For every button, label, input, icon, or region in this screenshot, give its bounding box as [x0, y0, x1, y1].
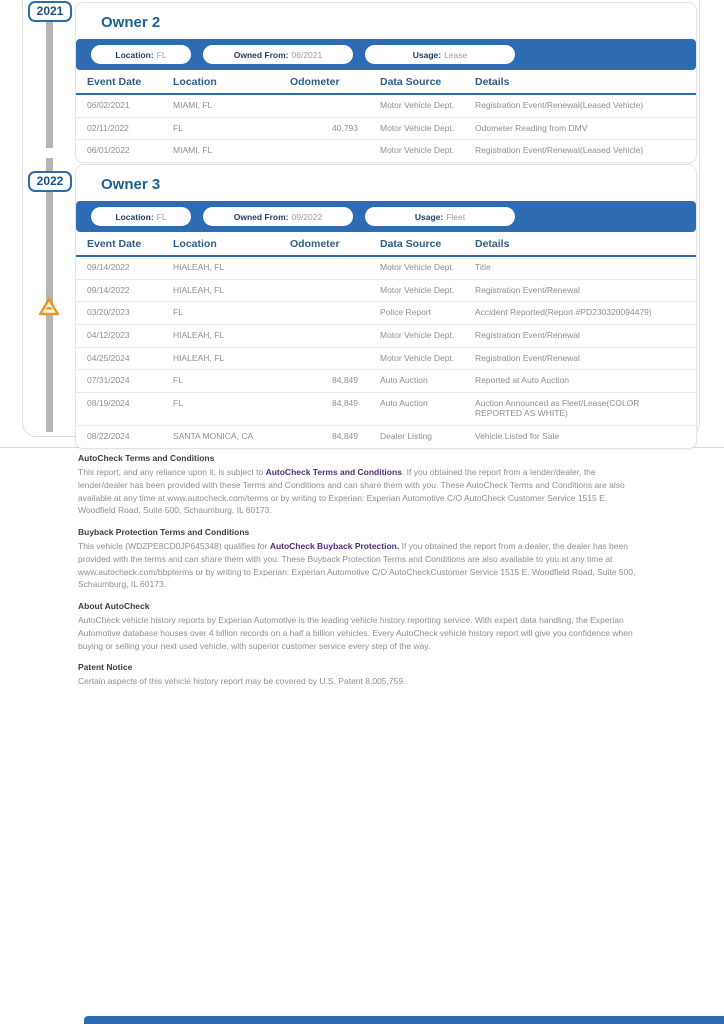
pill-label: Owned From:	[233, 211, 289, 222]
terms-section-paragraph	[78, 540, 642, 591]
event-date-cell: 09/14/2022	[76, 279, 173, 302]
odometer-cell	[290, 256, 380, 279]
accident-warning-icon	[38, 297, 60, 317]
location-cell: HIALEAH, FL	[173, 347, 290, 370]
data-source-cell: Motor Vehicle Dept.	[380, 145, 455, 156]
event-row	[76, 279, 696, 302]
details-cell: Registration Event/Renewal	[475, 279, 696, 302]
owner-summary-pill	[91, 45, 191, 64]
data-source-cell: Auto Auction	[380, 392, 475, 425]
data-source-cell: Dealer Listing	[380, 431, 432, 441]
odometer-cell	[290, 279, 380, 302]
pill-value: Fleet	[446, 211, 466, 222]
location-cell: HIALEAH, FL	[173, 279, 290, 302]
terms-section-heading: Patent Notice	[78, 662, 133, 673]
table-header-row	[76, 232, 696, 256]
details-cell: Registration Event/Renewal(Leased Vehicle)	[475, 145, 644, 156]
column-header: Data Source	[380, 70, 475, 94]
odometer-cell	[290, 94, 380, 117]
pill-label: Location:	[115, 211, 154, 222]
data-source-cell: Police Report	[380, 302, 475, 325]
pill-value: Lease	[444, 49, 468, 60]
location-cell: FL	[173, 392, 290, 425]
data-source-cell: Motor Vehicle Dept.	[380, 256, 475, 279]
terms-link[interactable]: AutoCheck Terms and Conditions	[265, 467, 402, 478]
odometer-cell: 84,849	[290, 392, 380, 425]
terms-text: AutoCheck vehicle history reports by Experian Automotive is the leading vehicle history reporting service. With expert data handling, the Experian Automotive database houses over 4 billion records on a half a billion vehicles. Every AutoCheck vehicle history report will give you confidence when buying or selling your next used vehicle, with superior customer service every step of the way.	[78, 615, 633, 651]
terms-section-paragraph	[78, 466, 642, 517]
event-date-cell: 09/14/2022	[76, 256, 173, 279]
data-source-cell: Motor Vehicle Dept.	[380, 324, 475, 347]
event-row	[76, 370, 696, 393]
data-source-cell: Motor Vehicle Dept.	[380, 117, 475, 140]
pill-label: Owned From:	[233, 49, 289, 60]
timeline-bar	[46, 20, 53, 148]
event-row	[76, 140, 696, 162]
odometer-cell: 84,849	[290, 370, 380, 393]
owner-summary-pill	[91, 207, 191, 226]
odometer-cell	[290, 140, 380, 162]
details-cell: Vehicle Listed for Sale	[475, 431, 560, 441]
timeline-year-badge-2022: 2022	[28, 171, 72, 192]
pill-value: 06/2021	[291, 49, 323, 60]
data-source-cell: Motor Vehicle Dept.	[380, 347, 475, 370]
pill-label: Location:	[115, 49, 154, 60]
location-cell: FL	[173, 117, 290, 140]
owner-summary-pill	[365, 207, 515, 226]
owner-title: Owner 3	[101, 176, 161, 193]
pill-label: Usage:	[412, 49, 442, 60]
terms-section-paragraph	[78, 675, 642, 688]
odometer-cell	[290, 347, 380, 370]
owner-3-section	[75, 164, 697, 449]
pill-label: Usage:	[414, 211, 444, 222]
column-header: Location	[173, 232, 290, 256]
terms-text: Certain aspects of this vehicle history report may be covered by U.S. Patent 8,005,759.	[78, 676, 406, 687]
event-row	[76, 324, 696, 347]
terms-link[interactable]: AutoCheck Buyback Protection.	[269, 541, 400, 552]
event-row	[76, 94, 696, 117]
owner-summary-pill	[203, 207, 353, 226]
data-source-cell: Auto Auction	[380, 370, 475, 393]
event-row	[76, 256, 696, 279]
event-date-cell: 02/11/2022	[76, 117, 173, 140]
location-cell: HIALEAH, FL	[173, 324, 290, 347]
event-date-cell: 08/22/2024	[87, 431, 130, 441]
details-cell: Auction Announced as Fleet/Lease(COLOR REPORTED AS WHITE)	[475, 392, 696, 425]
location-cell: HIALEAH, FL	[173, 256, 290, 279]
details-cell: Reported at Auto Auction	[475, 370, 696, 393]
odometer-cell: 84,849	[332, 431, 358, 441]
odometer-cell	[290, 302, 380, 325]
data-source-cell: Motor Vehicle Dept.	[380, 94, 475, 117]
column-header: Details	[475, 232, 696, 256]
terms-section-paragraph	[78, 614, 642, 652]
terms-section-heading: AutoCheck Terms and Conditions	[78, 453, 215, 463]
terms-text: This vehicle (WDZPE8CD0JP645348) qualifies for	[78, 541, 270, 552]
details-cell: Registration Event/Renewal	[475, 324, 696, 347]
details-cell: Title	[475, 256, 696, 279]
event-date-cell: 08/19/2024	[76, 392, 173, 425]
pill-value: FL	[156, 49, 167, 60]
event-row	[76, 347, 696, 370]
event-row	[76, 117, 696, 140]
owner-events-table	[76, 70, 696, 162]
column-header: Event Date	[76, 232, 173, 256]
details-cell: Registration Event/Renewal(Leased Vehicle)	[475, 94, 696, 117]
column-header: Odometer	[290, 232, 380, 256]
column-header: Details	[475, 70, 696, 94]
event-row	[76, 426, 696, 448]
timeline-year-badge-2021: 2021	[28, 1, 72, 22]
odometer-cell: 40,793	[290, 117, 380, 140]
table-header-row	[76, 70, 696, 94]
event-row	[76, 302, 696, 325]
terms-section-heading: Buyback Protection Terms and Conditions	[78, 527, 250, 538]
event-date-cell: 04/12/2023	[76, 324, 173, 347]
event-date-cell: 06/01/2022	[87, 145, 130, 156]
event-date-cell: 06/02/2021	[76, 94, 173, 117]
column-header: Event Date	[76, 70, 173, 94]
event-date-cell: 04/25/2024	[76, 347, 173, 370]
column-header: Data Source	[380, 232, 475, 256]
location-cell: MIAMI, FL	[173, 145, 213, 156]
owner-summary-band	[76, 201, 696, 232]
column-header: Location	[173, 70, 290, 94]
event-date-cell: 03/20/2023	[76, 302, 173, 325]
location-cell: FL	[173, 370, 290, 393]
event-row	[76, 392, 696, 425]
owner-summary-band	[76, 39, 696, 70]
pill-value: 09/2022	[291, 211, 323, 222]
owner-summary-pill	[203, 45, 353, 64]
owner-title: Owner 2	[101, 14, 161, 31]
owner-events-table	[76, 232, 696, 448]
event-date-cell: 07/31/2024	[76, 370, 173, 393]
terms-text: . If you obtained the report from a lender/dealer, the lender/dealer has been provided with these Terms and Conditions and can share them with you. These AutoCheck Terms and Conditions are also available at any time at www.autocheck.com/terms or by writing to Experian: Experian Automotive C/O AutoCheck Customer Service 1515 E. Woodfield Road, Suite 500, Schaumburg, IL 60173.	[78, 467, 625, 516]
location-cell: SANTA MONICA, CA	[173, 431, 254, 441]
data-source-cell: Motor Vehicle Dept.	[380, 279, 475, 302]
details-cell: Registration Event/Renewal	[475, 347, 696, 370]
terms-text: This report, and any reliance upon it, is subject to	[78, 467, 266, 478]
location-cell: MIAMI, FL	[173, 94, 290, 117]
terms-and-conditions	[78, 453, 642, 698]
timeline-bar	[46, 158, 53, 432]
column-header: Odometer	[290, 70, 380, 94]
terms-text: If you obtained the report from a dealer, the dealer has been provided with the terms and can share them with you. These Buyback Protection Terms and Conditions are also available to you at any time at www.autocheck.com/bbpterms or by writing to Experian: Experian Automotive C/O AutoCheckCustomer Service 1515 E. Woodfield Road, Suite 500, Schaumburg, IL 60173.	[78, 541, 636, 590]
location-cell: FL	[173, 302, 290, 325]
details-cell: Accident Reported(Report #PD230320094479)	[475, 302, 696, 325]
terms-section-heading: About AutoCheck	[78, 601, 150, 612]
pill-value: FL	[156, 211, 167, 222]
details-cell: Odometer Reading from DMV	[475, 117, 696, 140]
owner-summary-pill	[365, 45, 515, 64]
odometer-cell	[290, 324, 380, 347]
owner-2-section	[75, 2, 697, 163]
footer-accent-bar	[84, 1016, 724, 1024]
